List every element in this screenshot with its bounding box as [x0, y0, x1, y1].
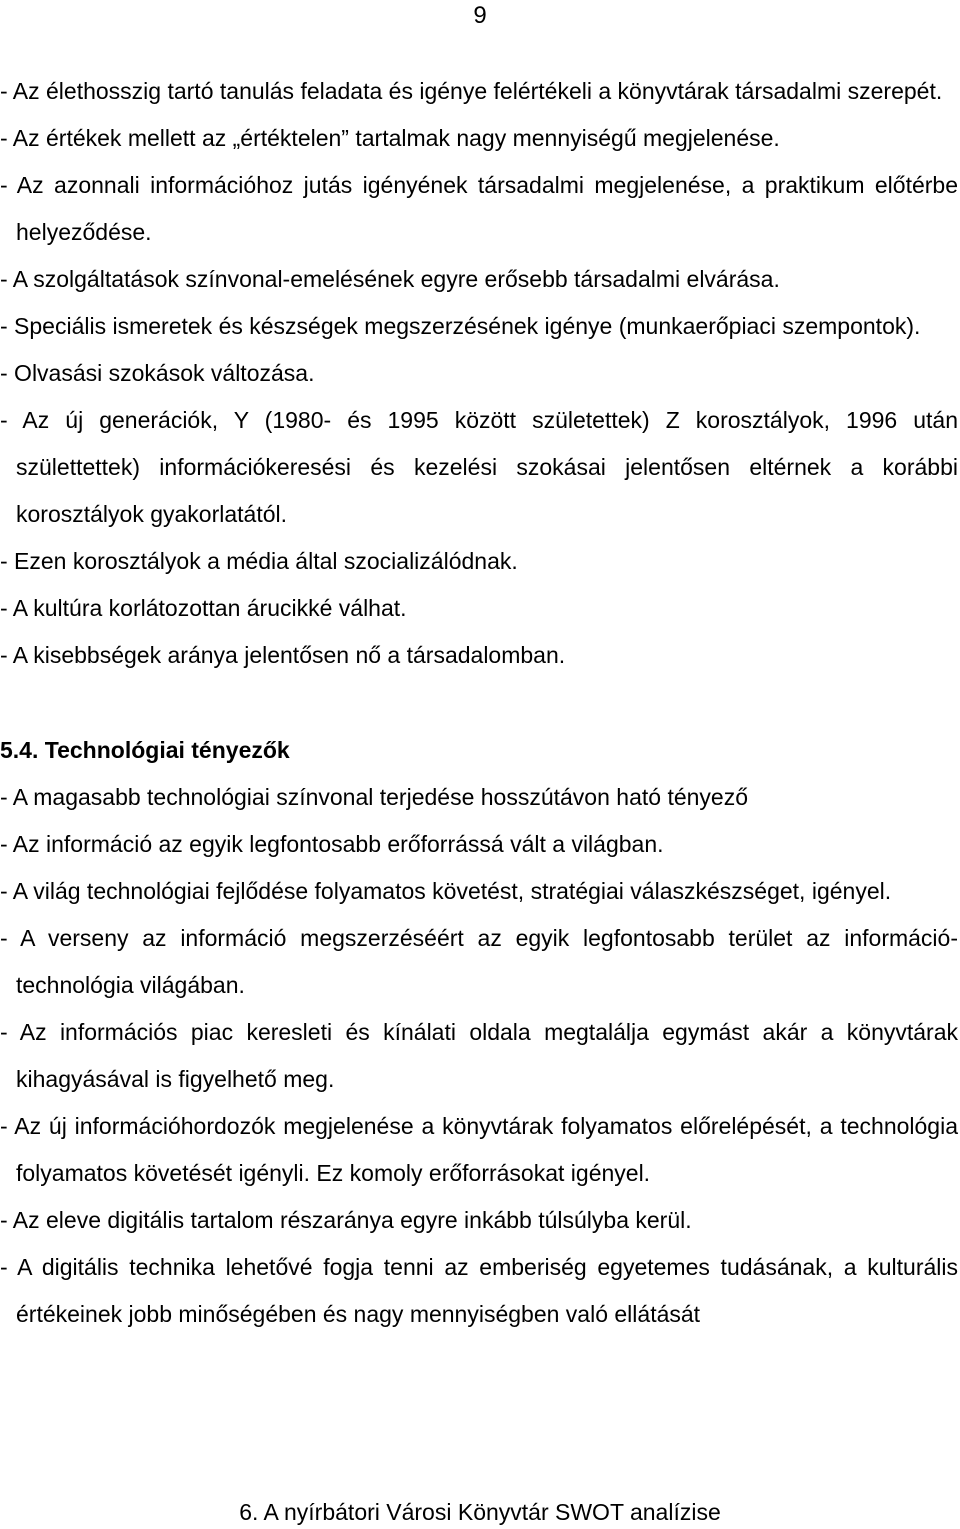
section-gap [0, 679, 958, 727]
list-item: - Az értékek mellett az „értéktelen” tartalmak nagy mennyiségű megjelenése. [0, 125, 780, 151]
list-item: - Az új információhordozók megjelenése a könyvtárak folyamatos előrelépését, a technológia folyamatos követését igényli. Ez komoly erőforrásokat igényel. [0, 1113, 958, 1186]
list-item: - Ezen korosztályok a média által szocializálódnak. [0, 548, 518, 574]
list-item: - Az információ az egyik legfontosabb erőforrássá vált a világban. [0, 831, 664, 857]
next-section-heading: 6. A nyírbátori Városi Könyvtár SWOT analízise [239, 1499, 721, 1525]
list-item: - A verseny az információ megszerzéséért az egyik legfontosabb terület az információ-technológia világában. [0, 925, 958, 998]
section-heading: 5.4. Technológiai tényezők [0, 737, 290, 763]
list-item: - A kultúra korlátozottan árucikké válhat. [0, 595, 407, 621]
list-item: - Az eleve digitális tartalom részaránya egyre inkább túlsúlyba kerül. [0, 1207, 692, 1233]
list-item: - Olvasási szokások változása. [0, 360, 315, 386]
list-item: - A magasabb technológiai színvonal terjedése hosszútávon ható tényező [0, 784, 748, 810]
section-social-factors [0, 68, 958, 679]
list-item: - A digitális technika lehetővé fogja tenni az emberiség egyetemes tudásának, a kulturális értékeinek jobb minőségében és nagy mennyiségben való ellátását [0, 1254, 958, 1327]
list-item: - A világ technológiai fejlődése folyamatos követést, stratégiai válaszkészséget, igényel. [0, 878, 892, 904]
list-item: - Speciális ismeretek és készségek megszerzésének igénye (munkaerőpiaci szempontok). [0, 313, 921, 339]
list-item: - A kisebbségek aránya jelentősen nő a társadalomban. [0, 642, 566, 668]
list-item: - A szolgáltatások színvonal-emelésének egyre erősebb társadalmi elvárása. [0, 266, 780, 292]
list-item: - Az élethosszig tartó tanulás feladata és igénye felértékeli a könyvtárak társadalmi szerepét. [0, 78, 943, 104]
list-item: - Az információs piac keresleti és kínálati oldala megtalálja egymást akár a könyvtárak kihagyásával is figyelhető meg. [0, 1019, 958, 1092]
list-item: - Az azonnali információhoz jutás igényének társadalmi megjelenése, a praktikum előtérbe helyeződése. [0, 172, 958, 245]
section-technological-factors [0, 727, 958, 1338]
list-item: - Az új generációk, Y (1980- és 1995 között születettek) Z korosztályok, 1996 után születtettek) információkeresési és kezelési szokásai jelentősen eltérnek a korábbi korosztályok gyakorlatától. [0, 407, 958, 527]
page-number: 9 [473, 2, 487, 29]
document-body [0, 68, 958, 1338]
